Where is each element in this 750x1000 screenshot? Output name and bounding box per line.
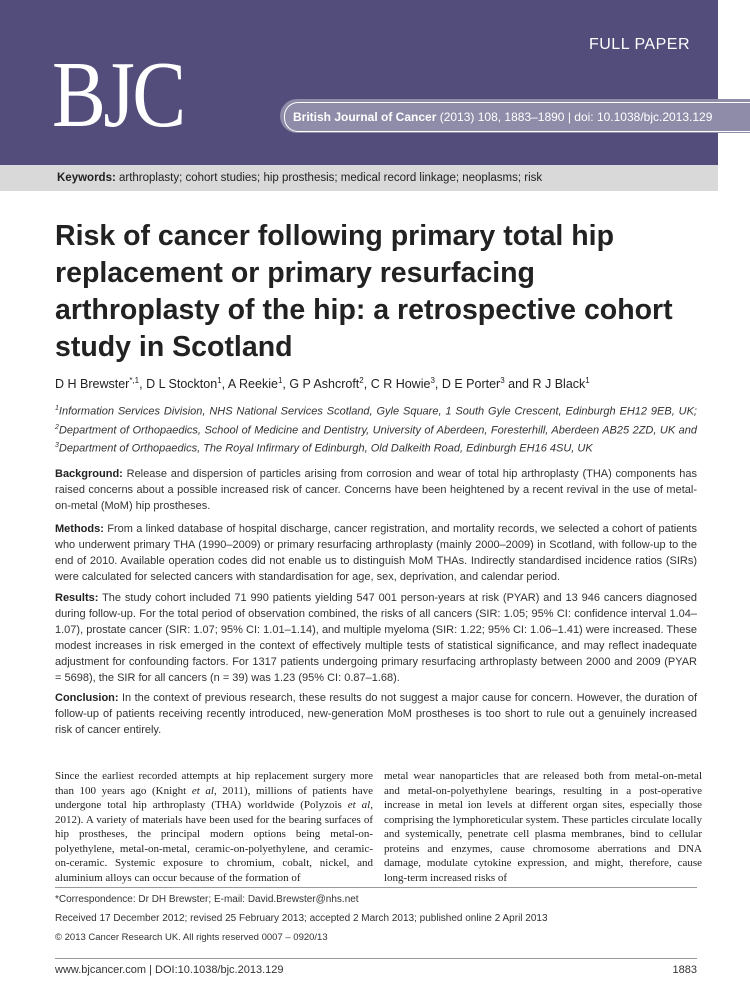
keywords-text: arthroplasty; cohort studies; hip prosthesis; medical record linkage; neoplasms; risk xyxy=(115,172,543,184)
body-column-left: Since the earliest recorded attempts at hip replacement surgery more than 100 years ago (Knight et al, 2011), millions of patients have undergone total hip arthroplasty (THA) worldwide (Polyzois et al, 2012). A variety of materials have been used for the bearing surfaces of hip prostheses, the principal modern options being metal-on-polyethylene, metal-on-metal, ceramic-on-polyethylene, and ceramic-on-ceramic. Systemic exposure to chromium, cobalt, nickel, and aluminium alloys can occur because of the formation of xyxy=(55,770,374,884)
abstract-methods: Methods: From a linked database of hospital discharge, cancer registration, and mortality records, we selected a cohort of patients who underwent primary THA (1990–2009) or primary resurfacing arthroplasty (mainly 2000–2009) in Scotland, with follow-up to the end of 2010. Available operation codes did not enable us to distinguish MoM THAs. Indirectly standardised incidence ratios (SIRs) were calculated for selected cancers with standardisation for age, sex, deprivation, and calendar period. xyxy=(55,523,697,583)
author: D L Stockton xyxy=(146,377,218,392)
journal-header xyxy=(0,0,718,165)
author-list: D H Brewster$^{*,1}$, D L Stockton$^1$, A Reekie$^1$, G P Ashcroft$^2$, C R Howie$^3$, D E Porter$^3$ and R J Black$^1$ xyxy=(55,376,590,392)
author: G P Ashcroft xyxy=(289,377,360,392)
abstract-results: Results: The study cohort included 71 990 patients yielding 547 001 person-years at risk (PYAR) and 13 946 cancers diagnosed during follow-up. For the total period of observation combined, the risks of all cancers (SIR: 1.05; 95% CI: confidence interval 1.04–1.07), prostate cancer (SIR: 1.07; 95% CI: 1.01–1.14), and multiple myeloma (SIR: 1.22; 95% CI: 1.06–1.41) were increased. These modest increases in risk emerged in the context of effectively multiple tests of statistical significance, and may reflect inadequate adjustment for confounding factors. For 1317 patients undergoing primary resurfacing arthroplasty between 2000 and 2009 (PYAR = 5698), the SIR for all cancers (n = 39) was 1.23 (95% CI: 0.87–1.68). xyxy=(55,592,697,684)
affiliations: $^1$Information Services Division, NHS National Services Scotland, Gyle Square, 1 South Gyle Crescent, Edinburgh EH12 9EB, UK; $^2$Department of Orthopaedics, School of Medicine and Dentistry, University of Aberdeen, Foresterhill, Aberdeen AB25 2ZD, UK and $^3$Department of Orthopaedics, The Royal Infirmary of Edinburgh, Old Dalkeith Road, Edinburgh EH16 4SU, UK xyxy=(55,405,697,455)
footer-divider xyxy=(55,958,697,959)
copyright-note: © 2013 Cancer Research UK. All rights reserved 0007 – 0920/13 xyxy=(55,932,328,943)
received-dates: Received 17 December 2012; revised 25 February 2013; accepted 2 March 2013; published online 2 April 2013 xyxy=(55,913,548,924)
keywords-label: Keywords: xyxy=(57,172,116,184)
author: R J Black xyxy=(532,377,586,392)
abstract-background: Background: Release and dispersion of particles arising from corrosion and wear of total hip arthroplasty (THA) components has raised concerns about a possible increased risk of cancer. Concerns have been heightened by a recent revival in the use of metal-on-metal (MoM) hip prostheses. xyxy=(55,468,697,512)
footer-link[interactable]: www.bjcancer.com | DOI:10.1038/bjc.2013.129 xyxy=(55,964,284,976)
citation-details: (2013) 108, 1883–1890 | doi: 10.1038/bjc.2013.129 xyxy=(436,110,713,124)
author: A Reekie xyxy=(227,377,278,392)
correspondence-note: *Correspondence: Dr DH Brewster; E-mail: David.Brewster@nhs.net xyxy=(55,894,359,905)
page-number: 1883 xyxy=(672,964,697,976)
author: C R Howie xyxy=(370,377,431,392)
article-type: FULL PAPER xyxy=(588,36,690,53)
citation-journal: British Journal of Cancer xyxy=(293,110,437,124)
abstract-conclusion: Conclusion: In the context of previous research, these results do not suggest a major cause for concern. However, the duration of follow-up of patients receiving recently introduced, new-generation MoM prostheses is too short to rule out a genuinely increased risk of cancer entirely. xyxy=(55,692,697,736)
body-column-right: metal wear nanoparticles that are released both from metal-on-metal and metal-on-polyethylene bearings, resulting in a post-operative increase in metal ion levels at different organ sites, especially those comprising the lymphoreticular system. These particles circulate locally and systemically, penetrate cell plasma membranes, bind to cellular proteins and enzymes, cause chromosome aberrations and DNA damage, modulate cytokine expression, and might, therefore, cause long-term increased risks of xyxy=(384,770,702,884)
citation-bar xyxy=(280,99,750,133)
article-title: Risk of cancer following primary total hip replacement or primary resurfacing arthroplasty of the hip: a retrospective cohort study in Scotland xyxy=(55,220,673,363)
keywords-bar xyxy=(0,165,718,191)
journal-logo: BJC xyxy=(52,43,184,147)
author: D E Porter xyxy=(441,377,501,392)
author: D H Brewster xyxy=(55,377,130,392)
footnote-divider xyxy=(55,887,697,888)
